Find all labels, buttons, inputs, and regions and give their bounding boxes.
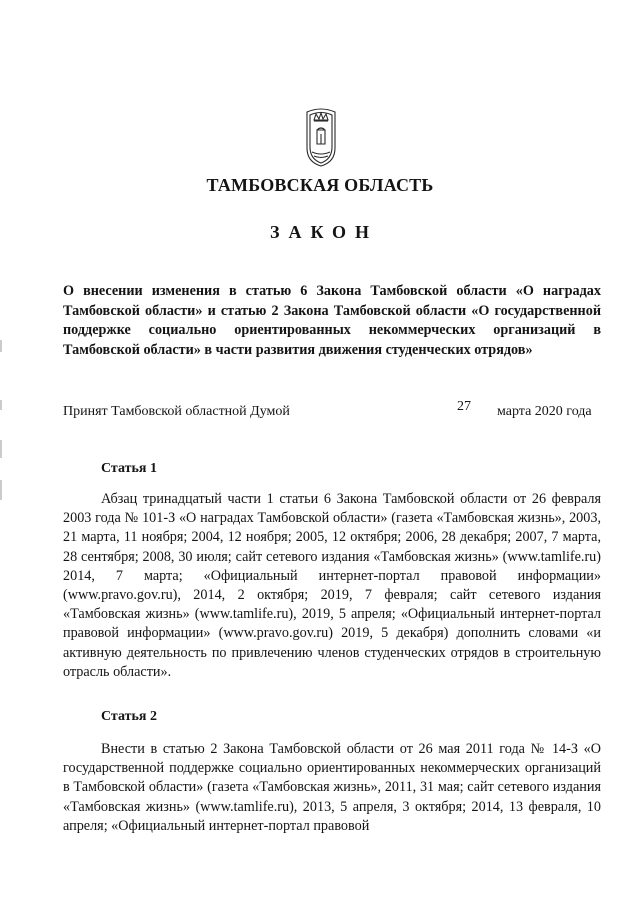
law-subject: О внесении изменения в статью 6 Закона Тамбовской области «О наградах Тамбовской области» и статью 2 Закона Тамбовской области «О государственной поддержке социально ориентированных некоммерческих организаций в Тамбовской области» в части развития движения студенческих отрядов» [63,283,601,358]
article-2-heading: Статья 2 [101,709,157,724]
adoption-authority: Принят Тамбовской областной Думой [63,404,290,419]
coat-of-arms-icon [301,108,341,168]
adoption-day: 27 [457,399,471,414]
article-2-text: Внести в статью 2 Закона Тамбовской области от 26 мая 2011 года № 14-З «О государственной поддержке социально ориентированных некоммерческих организаций в Тамбовской области» (газета «Тамбовская жизнь», 2011, 31 мая; сайт сетевого издания «Тамбовская жизнь» (www.tamlife.ru), 2013, 5 апреля, 3 октября; 2014, 13 февраля, 10 апреля; «Официальный интернет-портал правовой [63,741,601,834]
article-1-heading: Статья 1 [101,461,157,476]
article-1-text: Абзац тринадцатый части 1 статьи 6 Закона Тамбовской области от 26 февраля 2003 года № 101-З «О наградах Тамбовской области» (газета «Тамбовская жизнь», 2003, 21 марта, 11 ноября; 2004, 12 ноября; 2005, 12 октября; 2006, 28 декабря; 2007, 7 марта, 28 сентября; 2008, 30 июля; сайт сетевого издания «Тамбовская жизнь» (www.tamlife.ru) 2014, 7 марта; «Официальный интернет-портал правовой информации» (www.pravo.gov.ru), 2014, 2 октября; 2019, 7 февраля; сайт сетевого издания «Тамбовская жизнь» (www.tamlife.ru), 2019, 5 апреля; «Официальный интернет-портал правовой информации» (www.pravo.gov.ru) 2019, 5 декабря) дополнить словами «и активную деятельность по привлечению членов студенческих отрядов в строительную отрасль области». [63,491,601,680]
region-heading: ТАМБОВСКАЯ ОБЛАСТЬ [206,175,434,195]
document-type-title: ЗАКОН [269,222,379,242]
scan-edge-marks [0,340,4,510]
adoption-month-year: марта 2020 года [497,404,592,419]
